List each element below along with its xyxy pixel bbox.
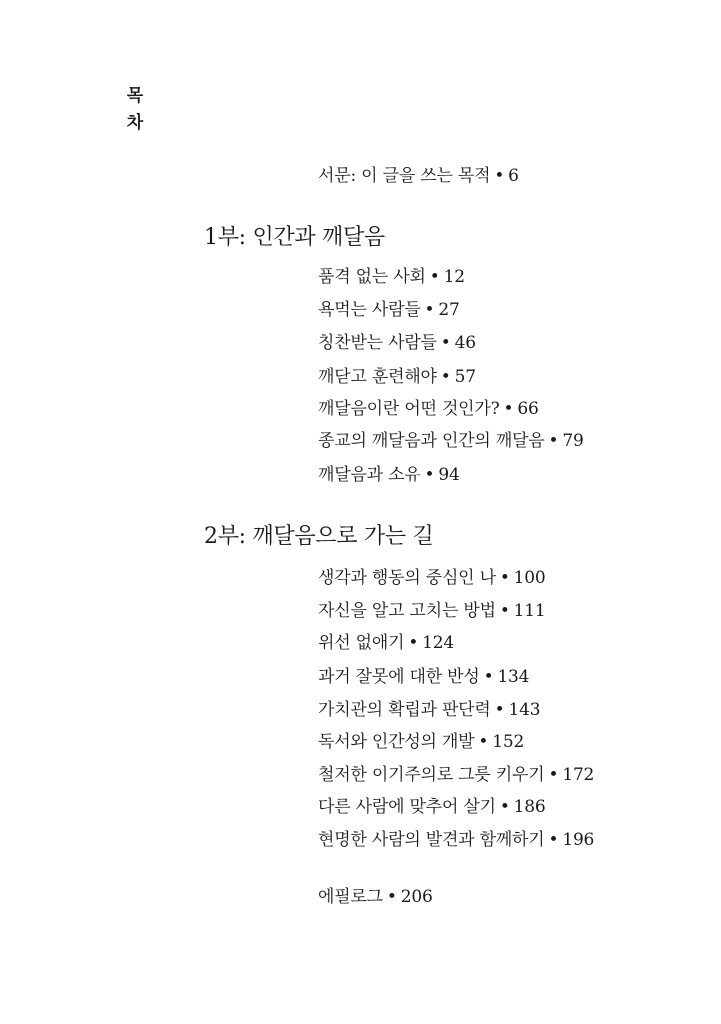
page-title-char: 차	[126, 113, 144, 133]
entry-page: 206	[400, 887, 433, 907]
separator-dot: •	[424, 300, 435, 320]
entry-page: 27	[438, 300, 460, 320]
entry-title: 에필로그	[318, 887, 383, 907]
separator-dot: •	[440, 333, 451, 353]
separator-dot: •	[483, 667, 494, 687]
toc-entry-epilogue[interactable]	[318, 886, 433, 908]
toc-entry[interactable]	[318, 632, 454, 654]
page-title-char: 목	[126, 86, 144, 106]
entry-title: 독서와 인간성의 개발	[318, 732, 475, 752]
entry-title: 깨닫고 훈련해야	[318, 367, 437, 387]
entry-title: 생각과 행동의 중심인 나	[318, 568, 496, 588]
toc-entry[interactable]	[318, 666, 529, 688]
entry-page: 57	[454, 367, 476, 387]
part-2-heading[interactable]: 2부: 깨달음으로 가는 길	[204, 524, 434, 549]
toc-entry[interactable]	[318, 332, 476, 354]
separator-dot: •	[548, 431, 559, 451]
separator-dot: •	[494, 166, 505, 186]
entry-page: 196	[562, 830, 595, 850]
entry-page: 66	[517, 399, 539, 419]
entry-title: 과거 잘못에 대한 반성	[318, 667, 480, 687]
toc-entry[interactable]	[318, 366, 476, 388]
entry-title: 깨달음이란 어떤 것인가?	[318, 399, 500, 419]
entry-title: 가치관의 확립과 판단력	[318, 700, 491, 720]
entry-page: 6	[508, 166, 519, 186]
page-title	[124, 83, 146, 137]
separator-dot: •	[440, 367, 451, 387]
separator-dot: •	[503, 399, 514, 419]
separator-dot: •	[424, 465, 435, 485]
entry-page: 172	[562, 765, 595, 785]
entry-title: 깨달음과 소유	[318, 465, 421, 485]
toc-entry[interactable]	[318, 764, 594, 786]
toc-entry[interactable]	[318, 567, 546, 589]
entry-page: 46	[454, 333, 476, 353]
entry-title: 위선 없애기	[318, 633, 405, 653]
separator-dot: •	[478, 732, 489, 752]
toc-entry[interactable]	[318, 430, 584, 452]
toc-entry[interactable]	[318, 796, 546, 818]
entry-page: 79	[562, 431, 584, 451]
toc-entry[interactable]	[318, 464, 460, 486]
entry-page: 134	[497, 667, 530, 687]
entry-title: 철저한 이기주의로 그릇 키우기	[318, 765, 545, 785]
entry-page: 12	[443, 267, 465, 287]
entry-title: 서문: 이 글을 쓰는 목적	[318, 166, 491, 186]
entry-page: 111	[513, 601, 546, 621]
toc-entry[interactable]	[318, 731, 524, 753]
entry-title: 품격 없는 사회	[318, 267, 426, 287]
toc-entry[interactable]	[318, 266, 465, 288]
separator-dot: •	[499, 797, 510, 817]
entry-title: 욕먹는 사람들	[318, 300, 421, 320]
toc-entry[interactable]	[318, 398, 539, 420]
separator-dot: •	[548, 830, 559, 850]
separator-dot: •	[499, 601, 510, 621]
toc-entry[interactable]	[318, 699, 540, 721]
separator-dot: •	[494, 700, 505, 720]
toc-entry[interactable]	[318, 299, 460, 321]
entry-page: 143	[508, 700, 541, 720]
entry-title: 종교의 깨달음과 인간의 깨달음	[318, 431, 545, 451]
entry-title: 칭찬받는 사람들	[318, 333, 437, 353]
entry-page: 100	[513, 568, 546, 588]
separator-dot: •	[499, 568, 510, 588]
entry-page: 94	[438, 465, 460, 485]
entry-page: 152	[492, 732, 525, 752]
toc-entry[interactable]	[318, 829, 594, 851]
toc-entry-preface[interactable]	[318, 165, 519, 187]
toc-entry[interactable]	[318, 600, 546, 622]
entry-title: 자신을 알고 고치는 방법	[318, 601, 496, 621]
part-1-heading[interactable]: 1부: 인간과 깨달음	[204, 225, 385, 250]
separator-dot: •	[408, 633, 419, 653]
separator-dot: •	[386, 887, 397, 907]
separator-dot: •	[429, 267, 440, 287]
entry-page: 186	[513, 797, 546, 817]
separator-dot: •	[548, 765, 559, 785]
entry-title: 현명한 사람의 발견과 함께하기	[318, 830, 545, 850]
entry-page: 124	[422, 633, 455, 653]
entry-title: 다른 사람에 맞추어 살기	[318, 797, 496, 817]
